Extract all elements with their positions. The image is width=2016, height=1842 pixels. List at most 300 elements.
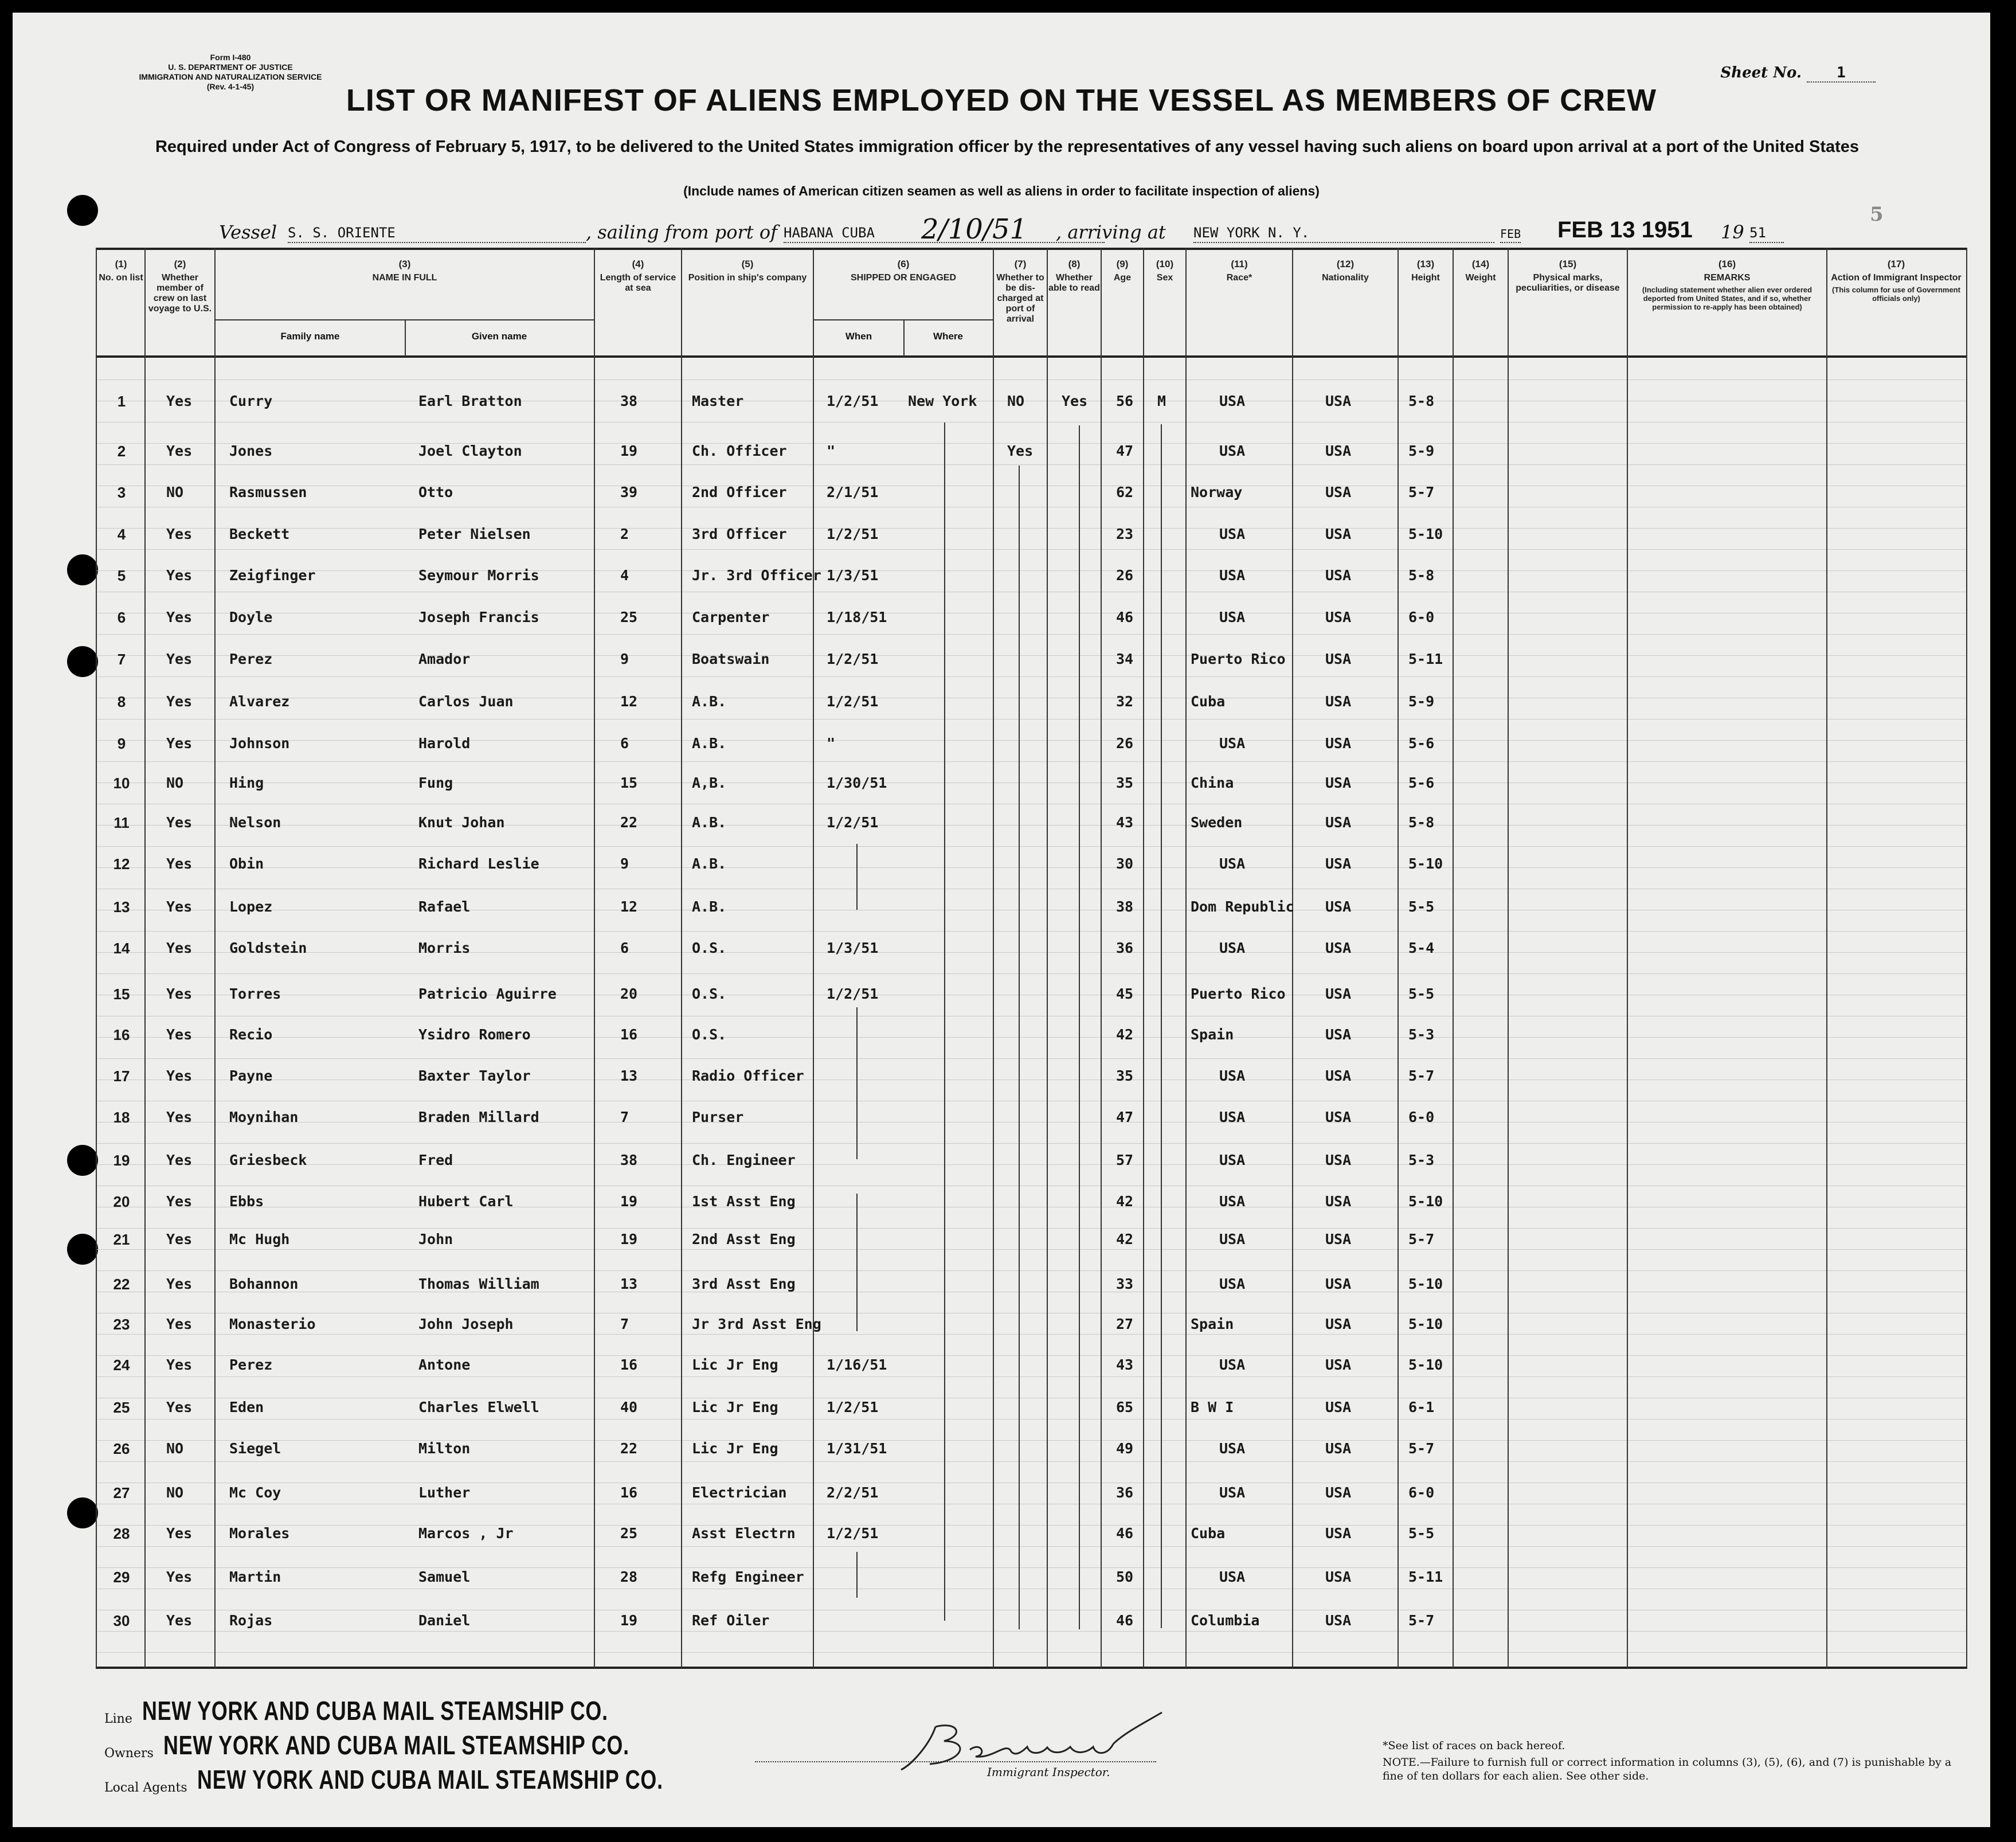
date-stamp: FEB 13 1951 [1557, 217, 1693, 243]
shipped-when: 2/1/51 [827, 484, 879, 500]
shipped-when: 1/31/51 [827, 1440, 887, 1457]
line-label: Line [104, 1712, 132, 1726]
height: 5-8 [1408, 814, 1435, 831]
given-name: Seymour Morris [418, 567, 539, 584]
family-name: Jones [229, 443, 273, 459]
ruled-line [96, 549, 1967, 550]
row-number: 7 [117, 651, 126, 668]
race: USA [1219, 609, 1246, 625]
column-divider [681, 248, 682, 1668]
given-name: John Joseph [418, 1316, 514, 1332]
penalty-note: NOTE.—Failure to furnish full or correct information in columns (3), (5), (6), and (7) is punishable by a fine of ten dollars for each alien. See other side. [1383, 1756, 1952, 1782]
row-number: 23 [113, 1316, 130, 1333]
table-header-border [96, 355, 1967, 358]
family-name: Perez [229, 651, 273, 667]
given-name: Fung [418, 775, 453, 791]
service-length: 20 [620, 985, 638, 1002]
column-divider [1185, 248, 1187, 1668]
race: Cuba [1191, 1525, 1226, 1542]
column-divider [1826, 248, 1827, 1668]
family-name: Nelson [229, 814, 281, 831]
position: Lic Jr Eng [692, 1440, 778, 1457]
nationality: USA [1325, 1067, 1352, 1084]
service-length: 7 [620, 1109, 629, 1125]
column-divider [1966, 248, 1967, 1668]
ruled-line [96, 952, 1967, 953]
nationality: USA [1325, 443, 1352, 459]
nationality: USA [1325, 855, 1352, 872]
age: 36 [1116, 940, 1134, 956]
family-name: Griesbeck [229, 1152, 307, 1168]
last-voyage: Yes [166, 1399, 193, 1415]
height: 5-10 [1408, 1276, 1443, 1292]
ruled-line [96, 528, 1967, 529]
owners-label: Owners [104, 1746, 154, 1761]
nationality: USA [1325, 1525, 1352, 1542]
position: Lic Jr Eng [692, 1399, 778, 1415]
age: 38 [1116, 898, 1134, 915]
service-length: 38 [620, 1152, 638, 1168]
service-length: 19 [620, 1231, 638, 1247]
age: 46 [1116, 1612, 1134, 1629]
age: 46 [1116, 1525, 1134, 1542]
service-length: 13 [620, 1276, 638, 1292]
height: 5-11 [1408, 651, 1443, 667]
position: A.B. [692, 735, 727, 752]
nationality: USA [1325, 393, 1352, 409]
position: Asst Electrn [692, 1525, 796, 1542]
position: A.B. [692, 898, 727, 915]
given-name: Hubert Carl [418, 1193, 514, 1210]
row-number: 6 [117, 609, 126, 626]
discharged: NO [1007, 393, 1025, 409]
height: 5-6 [1408, 735, 1435, 752]
col-header-weight: (14) Weight [1465, 259, 1496, 283]
ruled-line [96, 422, 1967, 423]
race: USA [1219, 443, 1246, 459]
nationality: USA [1325, 1612, 1352, 1629]
row-number: 5 [117, 567, 126, 584]
height: 5-10 [1408, 1316, 1443, 1332]
agents-value: NEW YORK AND CUBA MAIL STEAMSHIP CO. [197, 1765, 663, 1794]
race: USA [1219, 1484, 1246, 1501]
position: 1st Asst Eng [692, 1193, 796, 1210]
ruled-line [96, 1037, 1967, 1038]
last-voyage: NO [166, 1440, 184, 1457]
family-name: Goldstein [229, 940, 307, 956]
service-length: 16 [620, 1356, 638, 1373]
height: 5-6 [1408, 775, 1435, 791]
year-value: 51 [1749, 225, 1784, 243]
shipped-when: 1/2/51 [827, 693, 879, 710]
given-name: Patricio Aguirre [418, 985, 557, 1002]
family-name: Morales [229, 1525, 290, 1542]
shipped-when: 1/3/51 [827, 940, 879, 956]
ditto-line-when [856, 1552, 858, 1598]
age: 43 [1116, 814, 1134, 831]
row-number: 30 [113, 1612, 130, 1629]
service-length: 4 [620, 567, 629, 584]
family-name: Siegel [229, 1440, 281, 1457]
position: 2nd Officer [692, 484, 787, 500]
col-header-nationality: (12) Nationality [1322, 259, 1369, 283]
height: 6-0 [1408, 1109, 1435, 1125]
service-length: 19 [620, 1612, 638, 1629]
shipped-where: New York [908, 393, 977, 409]
races-note: *See list of races on back hereof. [1383, 1739, 1565, 1752]
column-divider [813, 248, 814, 1668]
ruled-line [96, 1525, 1967, 1526]
position: A,B. [692, 775, 727, 791]
age: 62 [1116, 484, 1134, 500]
ruled-line [96, 570, 1967, 571]
last-voyage: Yes [166, 609, 193, 625]
ruled-line [96, 931, 1967, 932]
col-header-inspector: (17) Action of Immigrant Inspector (This column for use of Government officials only) [1827, 259, 1965, 303]
ruled-line [96, 634, 1967, 635]
inspector-subnote: (This column for use of Government officials only) [1832, 286, 1960, 303]
last-voyage: Yes [166, 1109, 193, 1125]
race: USA [1219, 567, 1246, 584]
nationality: USA [1325, 775, 1352, 791]
punch-hole [67, 1497, 98, 1528]
shipped-when: " [827, 443, 836, 459]
table-top-border [96, 248, 1967, 250]
ruled-line [96, 1334, 1967, 1335]
service-length: 22 [620, 814, 638, 831]
race: USA [1219, 1152, 1246, 1168]
shipped-when: 1/18/51 [827, 609, 887, 625]
position: Radio Officer [692, 1067, 804, 1084]
col-header-last-voyage: (2) Whether member of crew on last voyage to U.S. [148, 259, 212, 314]
family-name: Curry [229, 393, 273, 409]
service-length: 6 [620, 735, 629, 752]
punch-hole [67, 195, 98, 226]
col-header-name: (3) NAME IN FULL [372, 259, 437, 283]
race: USA [1219, 855, 1246, 872]
shipped-when: 1/3/51 [827, 567, 879, 584]
column-divider [1398, 248, 1399, 1668]
service-length: 15 [620, 775, 638, 791]
given-name: Joseph Francis [418, 609, 539, 625]
row-number: 3 [117, 484, 126, 501]
arriving-label: , arriving at [1056, 221, 1166, 243]
race: Columbia [1191, 1612, 1260, 1629]
age: 65 [1116, 1399, 1134, 1415]
nationality: USA [1325, 814, 1352, 831]
last-voyage: Yes [166, 898, 193, 915]
row-number: 10 [113, 775, 130, 792]
form-department: U. S. DEPARTMENT OF JUSTICE [168, 62, 293, 72]
position: A.B. [692, 693, 727, 710]
last-voyage: Yes [166, 1152, 193, 1168]
last-voyage: Yes [166, 651, 193, 667]
race: USA [1219, 735, 1246, 752]
given-name: Harold [418, 735, 471, 752]
given-name: Thomas William [418, 1276, 539, 1292]
column-divider [144, 248, 146, 1668]
row-number: 19 [113, 1152, 130, 1169]
last-voyage: Yes [166, 1525, 193, 1542]
given-name: Ysidro Romero [418, 1026, 531, 1043]
nationality: USA [1325, 1569, 1352, 1585]
service-length: 12 [620, 898, 638, 915]
remarks-subnote: (Including statement whether alien ever ordered deported from United States, and if so, whether permission to re-apply has been obtained) [1642, 286, 1813, 311]
shipped-when: 1/2/51 [827, 393, 879, 409]
col-header-read: (8) Whether able to read [1048, 259, 1100, 293]
row-number: 20 [113, 1193, 130, 1210]
row-number: 1 [117, 393, 126, 410]
ruled-line [96, 676, 1967, 677]
last-voyage: Yes [166, 735, 193, 752]
last-voyage: Yes [166, 1356, 193, 1373]
family-name: Bohannon [229, 1276, 299, 1292]
col-header-sex: (10) Sex [1156, 259, 1174, 283]
family-name: Zeigfinger [229, 567, 316, 584]
col-header-shipped: (6) SHIPPED OR ENGAGED [850, 259, 957, 283]
last-voyage: Yes [166, 393, 193, 409]
col-header-service: (4) Length of service at sea [600, 259, 676, 293]
given-name: Milton [418, 1440, 471, 1457]
age: 23 [1116, 526, 1134, 542]
ruled-line [96, 1355, 1967, 1356]
ruled-line [96, 1228, 1967, 1229]
given-name: Marcos , Jr [418, 1525, 514, 1542]
position: 3rd Asst Eng [692, 1276, 796, 1292]
family-name: Recio [229, 1026, 273, 1043]
age: 34 [1116, 651, 1134, 667]
family-name: Rasmussen [229, 484, 307, 500]
height: 5-7 [1408, 484, 1435, 500]
position: Lic Jr Eng [692, 1356, 778, 1373]
race: USA [1219, 1276, 1246, 1292]
ruled-line [96, 740, 1967, 741]
nationality: USA [1325, 1484, 1352, 1501]
given-name: Peter Nielsen [418, 526, 531, 542]
column-divider [1453, 248, 1454, 1668]
age: 32 [1116, 693, 1134, 710]
line-value: NEW YORK AND CUBA MAIL STEAMSHIP CO. [142, 1696, 608, 1726]
height: 5-9 [1408, 693, 1435, 710]
row-number: 8 [117, 693, 126, 710]
nationality: USA [1325, 1231, 1352, 1247]
service-length: 40 [620, 1399, 638, 1415]
nationality: USA [1325, 1356, 1352, 1373]
given-name: Knut Johan [418, 814, 505, 831]
row-number: 22 [113, 1276, 130, 1293]
shipped-when: 2/2/51 [827, 1484, 879, 1501]
race: USA [1219, 1231, 1246, 1247]
ditto-line-when [856, 1007, 858, 1159]
race: USA [1219, 1193, 1246, 1210]
column-divider [214, 248, 216, 1668]
family-name: Alvarez [229, 693, 290, 710]
position: O.S. [692, 940, 727, 956]
height: 5-8 [1408, 393, 1435, 409]
given-name: Richard Leslie [418, 855, 539, 872]
position: A.B. [692, 855, 727, 872]
column-divider [1627, 248, 1628, 1668]
last-voyage: Yes [166, 940, 193, 956]
vessel-name: S. S. ORIENTE [288, 225, 586, 243]
service-length: 28 [620, 1569, 638, 1585]
row-number: 14 [113, 940, 130, 957]
signature-line [755, 1761, 1156, 1762]
row-number: 9 [117, 735, 126, 752]
ruled-line [96, 825, 1967, 826]
last-voyage: Yes [166, 1026, 193, 1043]
position: Master [692, 393, 744, 409]
punch-hole [67, 1234, 98, 1265]
ruled-line [96, 1270, 1967, 1271]
nationality: USA [1325, 651, 1352, 667]
agents-label: Local Agents [104, 1781, 187, 1795]
ruled-line [96, 973, 1967, 974]
when-header: When [845, 331, 872, 342]
service-length: 7 [620, 1316, 629, 1332]
row-number: 15 [113, 985, 130, 1003]
shipped-when: 1/2/51 [827, 1399, 879, 1415]
shipped-when: 1/2/51 [827, 814, 879, 831]
family-name: Mc Coy [229, 1484, 281, 1501]
col-header-remarks: (16) REMARKS (Including statement whether alien ever ordered deported from United States, and if so, whether permission to re-apply has been obtained) [1628, 259, 1826, 311]
position: Purser [692, 1109, 744, 1125]
family-name: Mc Hugh [229, 1231, 290, 1247]
shipped-subheader-divider [903, 319, 905, 357]
age: 33 [1116, 1276, 1134, 1292]
position: A.B. [692, 814, 727, 831]
height: 6-0 [1408, 609, 1435, 625]
height: 6-0 [1408, 1484, 1435, 1501]
punch-hole [67, 646, 98, 677]
row-number: 24 [113, 1356, 130, 1374]
height: 5-10 [1408, 526, 1443, 542]
race: Spain [1191, 1026, 1234, 1043]
service-length: 38 [620, 393, 638, 409]
height: 5-5 [1408, 1525, 1435, 1542]
last-voyage: Yes [166, 1276, 193, 1292]
shipped-when: 1/2/51 [827, 985, 879, 1002]
last-voyage: Yes [166, 1231, 193, 1247]
ruled-line [96, 464, 1967, 465]
service-length: 25 [620, 1525, 638, 1542]
service-length: 19 [620, 443, 638, 459]
ditto-line-read [1079, 425, 1080, 1629]
age: 35 [1116, 775, 1134, 791]
nationality: USA [1325, 1276, 1352, 1292]
height: 5-9 [1408, 443, 1435, 459]
position: Ch. Engineer [692, 1152, 796, 1168]
ruled-line [96, 846, 1967, 847]
column-divider [96, 248, 97, 1668]
punch-hole [67, 554, 98, 585]
punch-hole [67, 1145, 98, 1176]
service-length: 39 [620, 484, 638, 500]
form-service: IMMIGRATION AND NATURALIZATION SERVICE [139, 72, 322, 81]
column-divider [1143, 248, 1144, 1668]
nationality: USA [1325, 1109, 1352, 1125]
age: 42 [1116, 1026, 1134, 1043]
corner-number: 5 [1870, 203, 1884, 226]
age: 30 [1116, 855, 1134, 872]
family-name: Eden [229, 1399, 264, 1415]
row-number: 28 [113, 1525, 130, 1542]
given-name: Carlos Juan [418, 693, 514, 710]
col-header-position: (5) Position in ship's company [688, 259, 807, 283]
service-length: 22 [620, 1440, 638, 1457]
nationality: USA [1325, 526, 1352, 542]
ruled-line [96, 1652, 1967, 1653]
age: 46 [1116, 609, 1134, 625]
height: 5-7 [1408, 1440, 1435, 1457]
given-name: John [418, 1231, 453, 1247]
nationality: USA [1325, 1152, 1352, 1168]
row-number: 29 [113, 1569, 130, 1586]
service-length: 12 [620, 693, 638, 710]
nationality: USA [1325, 898, 1352, 915]
last-voyage: Yes [166, 1569, 193, 1585]
ruled-line [96, 1376, 1967, 1377]
age: 43 [1116, 1356, 1134, 1373]
position: O.S. [692, 1026, 727, 1043]
year-prefix: 19 [1721, 221, 1744, 243]
shipped-when: 1/2/51 [827, 1525, 879, 1542]
race: China [1191, 775, 1234, 791]
able-to-read: Yes [1062, 393, 1088, 409]
family-name: Johnson [229, 735, 290, 752]
age: 56 [1116, 393, 1134, 409]
row-number: 18 [113, 1109, 130, 1126]
form-revision: (Rev. 4-1-45) [206, 82, 255, 91]
ruled-line [96, 655, 1967, 656]
last-voyage: NO [166, 1484, 184, 1501]
family-name: Moynihan [229, 1109, 299, 1125]
nationality: USA [1325, 940, 1352, 956]
last-voyage: Yes [166, 567, 193, 584]
shipped-when: 1/30/51 [827, 775, 887, 791]
ruled-line [96, 867, 1967, 868]
height: 5-8 [1408, 567, 1435, 584]
sheet-number [1720, 64, 1876, 83]
name-subheader-divider [405, 319, 406, 357]
given-name: Joel Clayton [418, 443, 522, 459]
given-name: Otto [418, 484, 453, 500]
family-name: Payne [229, 1067, 273, 1084]
service-length: 25 [620, 609, 638, 625]
sheet-number-label: Sheet No. [1720, 64, 1802, 81]
ruled-line [96, 1546, 1967, 1547]
ruled-line [96, 1440, 1967, 1441]
last-voyage: Yes [166, 1612, 193, 1629]
family-name: Doyle [229, 609, 273, 625]
service-length: 16 [620, 1026, 638, 1043]
service-length: 9 [620, 855, 629, 872]
last-voyage: Yes [166, 1316, 193, 1332]
given-name: Baxter Taylor [418, 1067, 531, 1084]
race: Dom Republic [1191, 898, 1294, 915]
age: 47 [1116, 443, 1134, 459]
race: USA [1219, 1067, 1246, 1084]
include-note: (Include names of American citizen seamen as well as aliens in order to facilitate inspection of aliens) [683, 183, 1320, 198]
nationality: USA [1325, 693, 1352, 710]
height: 5-5 [1408, 985, 1435, 1002]
row-number: 21 [113, 1231, 130, 1248]
ruled-line [96, 1058, 1967, 1059]
footer-agents [104, 1764, 794, 1795]
age: 50 [1116, 1569, 1134, 1585]
last-voyage: Yes [166, 443, 193, 459]
position: Ch. Officer [692, 443, 787, 459]
